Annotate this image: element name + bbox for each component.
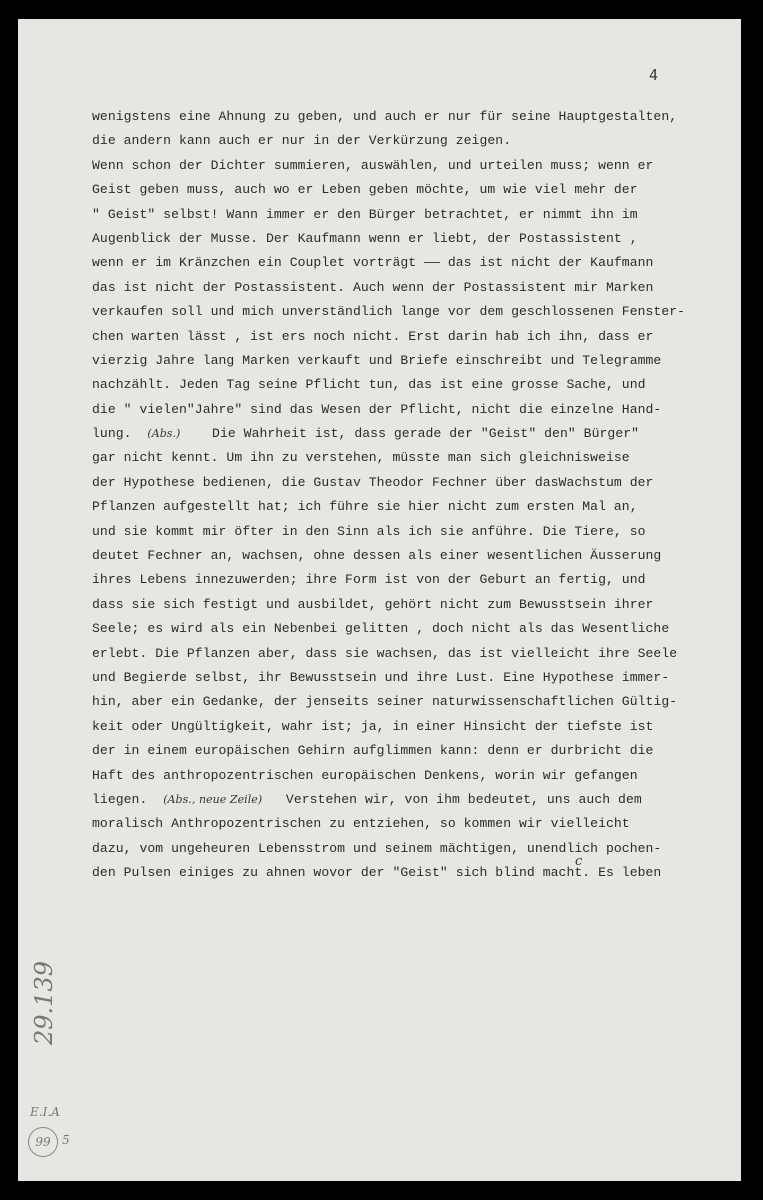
text-fragment: lung. <box>92 426 132 442</box>
text-line: das ist nicht der Postassistent. Auch wenn der Postassistent mir Marken <box>92 279 654 295</box>
text-line: keit oder Ungültigkeit, wahr ist; ja, in einer Hinsicht der tiefste ist <box>92 718 654 734</box>
text-fragment: liegen. <box>92 791 148 807</box>
text-line: die " vielen"Jahre" sind das Wesen der Pflicht, nicht die einzelne Hand- <box>92 401 662 417</box>
archive-signature: 29.139 <box>30 961 58 1045</box>
text-line: und Begierde selbst, ihr Bewusstsein und ihre Lust. Eine Hypothese immer- <box>92 669 670 685</box>
text-line: Seele; es wird als ein Nebenbei gelitten , doch nicht als das Wesentliche <box>92 621 670 637</box>
folder-number-circle: 99 <box>28 1127 58 1157</box>
text-line: der in einem europäischen Gehirn aufglimmen kann: denn er durbricht die <box>92 743 654 759</box>
text-line-with-annotation <box>92 788 732 812</box>
text-line: " Geist" selbst! Wann immer er den Bürger betrachtet, er nimmt ihn im <box>92 206 638 222</box>
text-line: vierzig Jahre lang Marken verkauft und Briefe einschreibt und Telegramme <box>92 352 662 368</box>
text-line: Haft des anthropozentrischen europäischen Denkens, worin wir gefangen <box>92 767 638 783</box>
text-line-with-annotation <box>92 422 732 446</box>
text-line: hin, aber ein Gedanke, der jenseits seiner naturwissenschaftlichen Gültig- <box>92 694 678 710</box>
text-line: der Hypothese bedienen, die Gustav Theodor Fechner über dasWachstum der <box>92 474 654 490</box>
text-line: gar nicht kennt. Um ihn zu verstehen, müsste man sich gleichnisweise <box>92 450 630 466</box>
typescript-body <box>92 105 732 886</box>
text-line: Pflanzen aufgestellt hat; ich führe sie hier nicht zum ersten Mal an, <box>92 499 638 515</box>
collection-mark: E.I.A <box>30 1105 60 1119</box>
text-line: wenigstens eine Ahnung zu geben, und auch er nur für seine Hauptgestalten, <box>92 109 678 124</box>
text-line: erlebt. Die Pflanzen aber, dass sie wachsen, das ist vielleicht ihre Seele <box>92 645 678 661</box>
document-page <box>18 19 741 1181</box>
text-line: und sie kommt mir öfter in den Sinn als ich sie anführe. Die Tiere, so <box>92 523 646 539</box>
text-line: Geist geben muss, auch wo er Leben geben möchte, um wie viel mehr der <box>92 182 638 198</box>
text-line: verkaufen soll und mich unverständlich lange vor dem geschlossenen Fenster- <box>92 304 686 320</box>
folder-suffix: 5 <box>62 1133 70 1147</box>
text-line: dass sie sich festigt und ausbildet, gehört nicht zum Bewusstsein ihrer <box>92 596 654 612</box>
text-line: die andern kann auch er nur in der Verkürzung zeigen. <box>92 133 512 149</box>
text-line: deutet Fechner an, wachsen, ohne dessen als einer wesentlichen Äusserung <box>92 548 662 564</box>
text-line: moralisch Anthropozentrischen zu entziehen, so kommen wir vielleicht <box>92 816 630 832</box>
text-line: chen warten lässt , ist ers noch nicht. Erst darin hab ich ihn, dass er <box>92 328 654 344</box>
handwritten-correction: c <box>575 854 583 869</box>
text-line: dazu, vom ungeheuren Lebensstrom und seinem mächtigen, unendlich pochen- <box>92 840 662 856</box>
text-line: wenn er im Kränzchen ein Couplet vorträgt —— das ist nicht der Kaufmann <box>92 255 654 271</box>
text-line: ihres Lebens innezuwerden; ihre Form ist von der Geburt an fertig, und <box>92 572 646 588</box>
text-line: nachzählt. Jeden Tag seine Pflicht tun, das ist eine grosse Sache, und <box>92 377 646 393</box>
text-fragment: Die Wahrheit ist, dass gerade der "Geist" den" Bürger" <box>212 426 640 442</box>
text-fragment: Verstehen wir, von ihm bedeutet, uns auch dem <box>285 791 642 807</box>
handwritten-annotation: (Abs., neue Zeile) <box>163 792 263 806</box>
page-number: 4 <box>649 66 659 84</box>
text-line: Wenn schon der Dichter summieren, auswählen, und urteilen muss; wenn er <box>92 157 654 173</box>
text-line: Augenblick der Musse. Der Kaufmann wenn er liebt, der Postassistent , <box>92 230 638 246</box>
text-line: den Pulsen einiges zu ahnen wovor der "Geist" sich blind macht. Es leben <box>92 865 662 881</box>
handwritten-annotation: (Abs.) <box>147 427 181 441</box>
